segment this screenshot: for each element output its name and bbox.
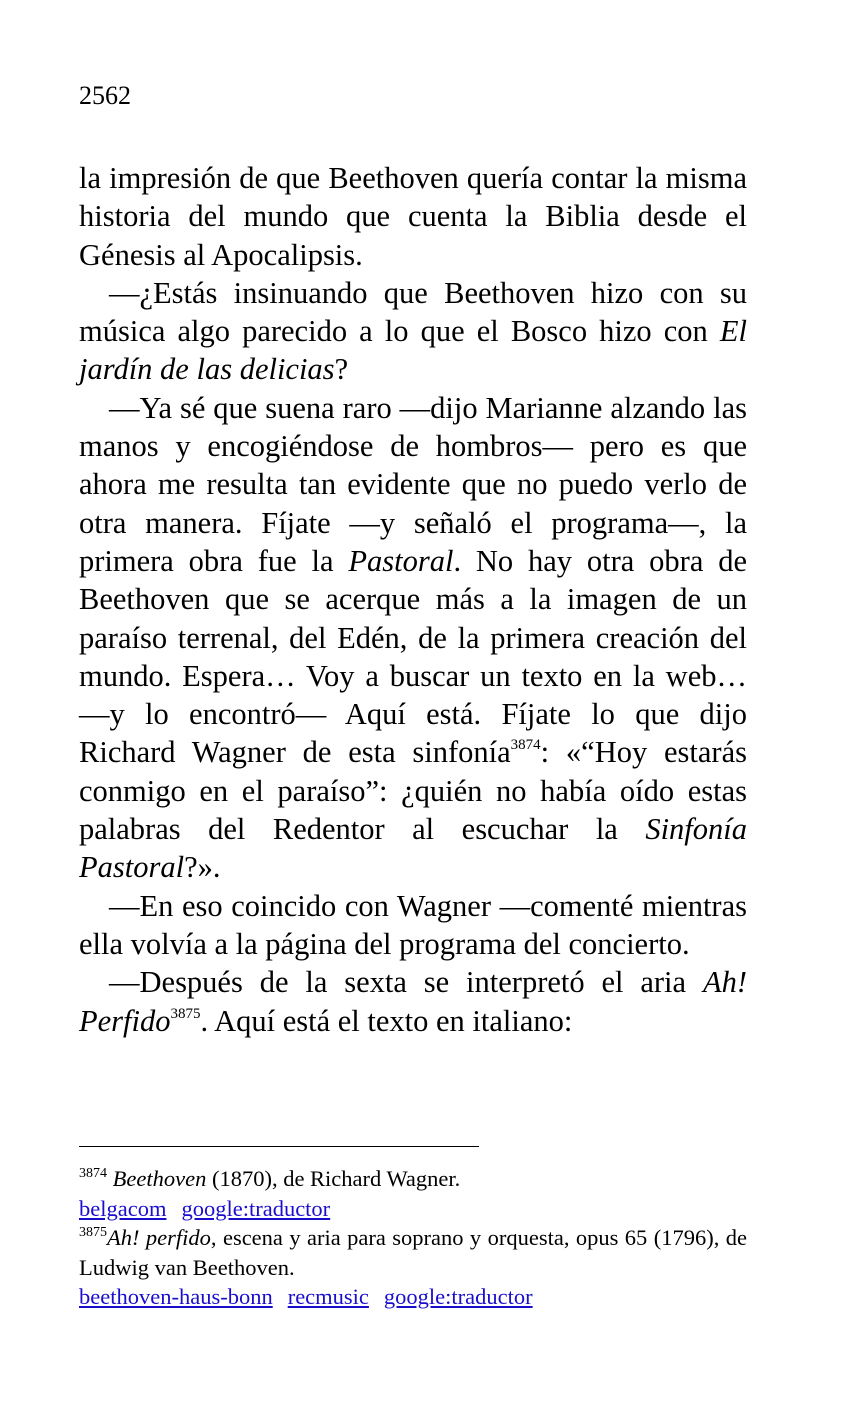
paragraph-2-text-a: —¿Estás insinuando que Beethoven hizo con su música algo parecido a lo que el Bosco hizo con — [79, 275, 747, 349]
footnote-3874-links — [79, 1194, 747, 1224]
link-google-traductor[interactable]: google:traductor — [181, 1195, 331, 1221]
paragraph-5 — [79, 963, 747, 1040]
footnote-ref-3875[interactable]: 3875 — [170, 1005, 201, 1022]
footnote-number: 3874 — [79, 1166, 107, 1181]
paragraph-3 — [79, 389, 747, 887]
aria-title: Ah! Perfido — [79, 965, 747, 1038]
sinfonia-pastoral-title: Sinfonía Pastoral — [79, 812, 747, 885]
link-beethoven-haus-bonn[interactable]: beethoven-haus-bonn — [79, 1284, 273, 1309]
paragraph-4: —En eso coincido con Wagner —comenté mientras ella volvía a la página del programa del concierto. — [79, 888, 747, 961]
paragraph-5-text-c: . Aquí está el texto en italiano: — [200, 1003, 573, 1038]
footnote-title: Beethoven — [112, 1166, 207, 1191]
footnote-title: Ah! perfido — [107, 1225, 211, 1250]
paragraph-1: la impresión de que Beethoven quería contar la misma historia del mundo que cuenta la Biblia desde el Génesis al Apocalipsis. — [79, 161, 747, 272]
paragraph-5-text-a: —Después de la sexta se interpretó el aria — [109, 965, 703, 1000]
link-belgacom[interactable]: belgacom — [79, 1195, 167, 1221]
footnote-3874 — [79, 1164, 747, 1194]
paragraph-3-text-f: ?». — [184, 850, 221, 885]
paragraph-3-text-c: . No hay otra obra de Beethoven que se acerque más a la imagen de un paraíso terrenal, del Edén, de la primera creación del mundo. Espera… Voy a buscar un texto en la web… —y lo encontró— Aquí está. Fíjate lo que dijo Richard Wagner de esta sinfonía — [79, 543, 747, 770]
footnote-number: 3875 — [79, 1225, 107, 1240]
footnotes — [79, 1164, 747, 1312]
paragraph-2-text-c: ? — [334, 352, 349, 387]
footnote-3875 — [79, 1223, 747, 1282]
footnote-3875-links — [79, 1282, 747, 1312]
footnote-ref-3874[interactable]: 3874 — [510, 737, 541, 754]
link-google-traductor[interactable]: google:traductor — [383, 1284, 533, 1309]
pastoral-title: Pastoral — [348, 543, 454, 578]
link-recmusic[interactable]: recmusic — [287, 1284, 369, 1309]
paragraph-2 — [79, 274, 747, 389]
footnote-divider — [79, 1146, 479, 1147]
artwork-title: El jardín de las delicias — [79, 314, 747, 387]
page-number: 2562 — [79, 81, 131, 110]
main-text — [79, 159, 747, 1040]
footnote-text: , escena y aria para soprano y orquesta, opus 65 (1796), de Ludwig van Beethoven. — [79, 1225, 747, 1280]
paragraph-3-text-d: : «“Hoy estarás conmigo en el paraíso”: ¿quién no había oído estas palabras del Redentor al escuchar la — [79, 735, 747, 847]
paragraph-3-text-a: —Ya sé que suena raro —dijo Marianne alzando las manos y encogiéndose de hombros— pero es que ahora me resulta tan evidente que no puedo verlo de otra manera. Fíjate —y señaló el programa—, la primera obra fue la — [79, 390, 747, 578]
footnote-text: (1870), de Richard Wagner. — [206, 1166, 461, 1191]
